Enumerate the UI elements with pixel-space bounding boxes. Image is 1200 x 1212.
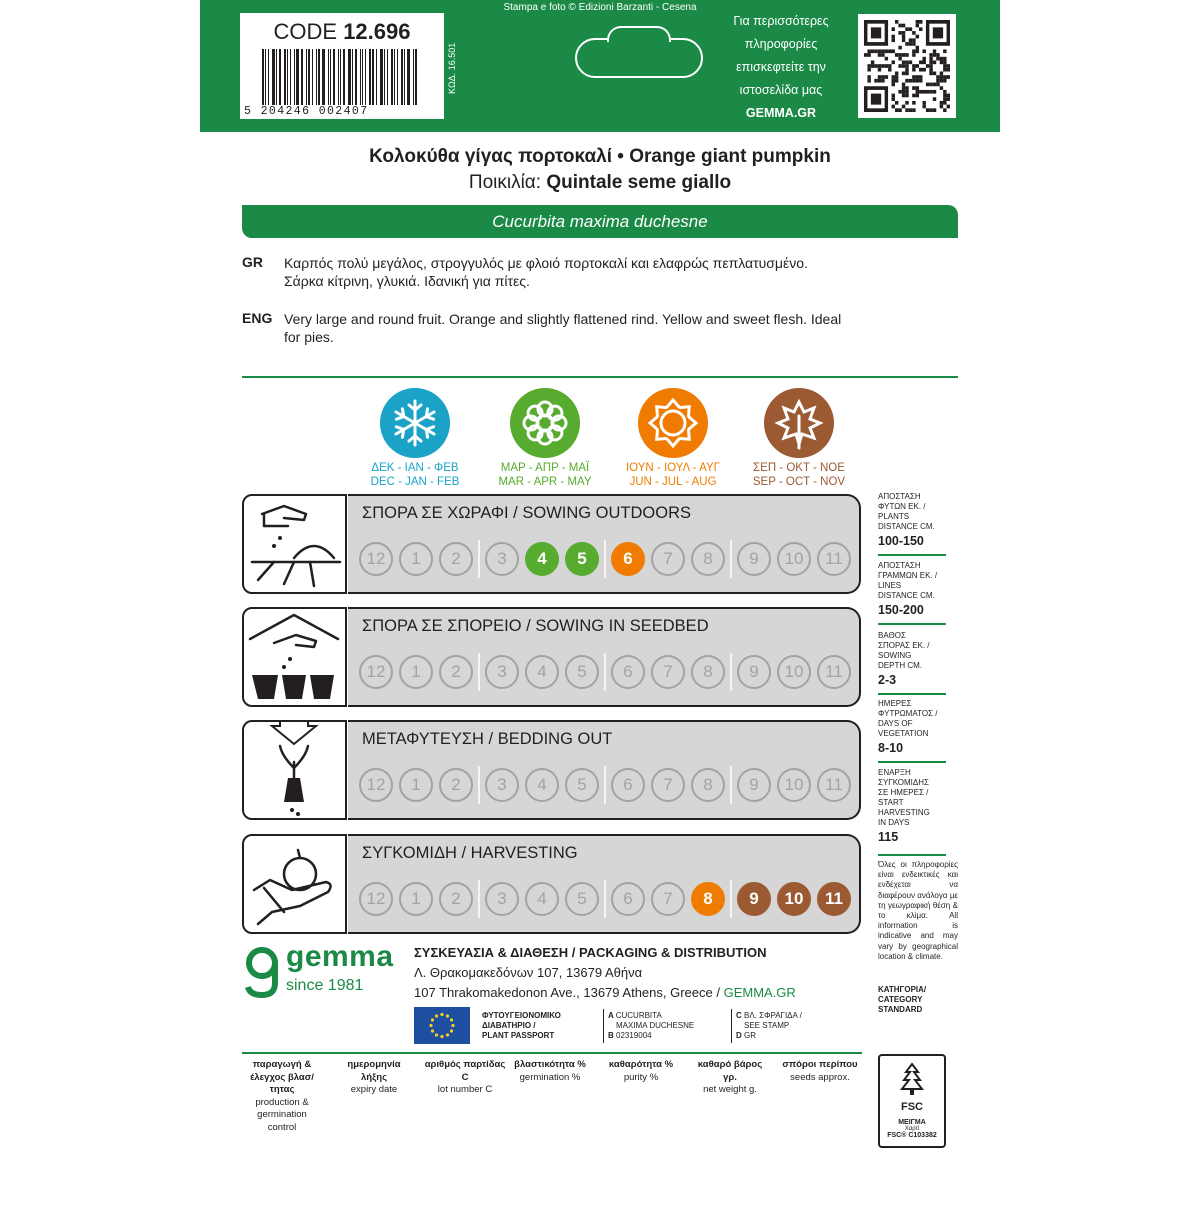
barcode-bar	[318, 49, 320, 105]
divider	[242, 376, 958, 378]
month-2: 2	[439, 542, 473, 576]
season-months-1: ΜΑΡ - ΑΠΡ - ΜΑΪ MAR - APR - MAY	[498, 462, 592, 488]
seedbed-icon	[242, 607, 347, 707]
eng-description: Very large and round fruit. Orange and slightly flattened rind. Yellow and sweet flesh. Ideal for pies.	[284, 311, 842, 345]
barcode-bar	[387, 49, 388, 105]
barcode-bar	[316, 49, 317, 105]
barcode-bar	[306, 49, 307, 105]
barcode-bar	[330, 49, 331, 105]
barcode-bar	[276, 49, 277, 105]
month-6: 6	[611, 655, 645, 689]
spec-block: ΕΝΑΡΞΗ ΣΥΓΚΟΜΙΔΗΣ ΣΕ ΗΜΕΡΕΣ / START HARVESTING IN DAYS 115	[878, 768, 946, 845]
month-2: 2	[439, 655, 473, 689]
calendar-row	[348, 834, 861, 934]
month-3: 3	[485, 655, 519, 689]
pp-divider-2	[731, 1009, 732, 1043]
month-8: 8	[691, 542, 725, 576]
barcode-bar	[369, 49, 371, 105]
barcode-bar	[312, 49, 313, 105]
gr-description: Καρπός πολύ μεγάλος, στρογγυλός με φλοιό πορτοκαλί και ελαφρώς πεπλατυσμένο. Σάρκα κίτρινη, γλυκιά. Ιδανική για πίτες.	[284, 255, 808, 289]
month-strip	[356, 540, 854, 578]
barcode-bar	[294, 49, 295, 105]
barcode-bar	[376, 49, 377, 105]
product-title: Κολοκύθα γίγας πορτοκαλί • Orange giant pumpkin	[369, 146, 831, 167]
eu-flag-icon	[414, 1007, 470, 1044]
spec-block: ΗΜΕΡΕΣ ΦΥΤΡΩΜΑΤΟΣ / DAYS OF VEGETATION 8-10	[878, 699, 946, 756]
product-code: CODE 12.696	[273, 19, 411, 44]
barcode-bar	[340, 49, 341, 105]
snowflake-icon	[380, 388, 450, 458]
category: ΚΑΤΗΓΟΡΙΑ/ CATEGORY STANDARD	[878, 985, 927, 1014]
month-10: 10	[777, 882, 811, 916]
address-gr: Λ. Θρακομακεδόνων 107, 13679 Αθήνα	[414, 965, 643, 980]
month-1: 1	[399, 768, 433, 802]
month-strip	[356, 766, 854, 804]
barcode-bar	[372, 49, 374, 105]
harvesting-icon	[242, 834, 347, 934]
sun-icon	[638, 388, 708, 458]
month-10: 10	[777, 768, 811, 802]
barcode-label	[240, 13, 444, 119]
info-column: παραγωγή & έλεγχος βλασ/τητας production & germination control	[250, 1059, 314, 1133]
packaging-title: ΣΥΣΚΕΥΑΣΙΑ & ΔΙΑΘΕΣΗ / PACKAGING & DISTRIBUTION	[414, 945, 767, 960]
barcode-bar	[296, 49, 299, 105]
barcode-bar	[365, 49, 366, 105]
month-12: 12	[359, 655, 393, 689]
month-strip	[356, 880, 854, 918]
barcode-bar	[279, 49, 281, 105]
spec-block: ΑΠΟΣΤΑΣΗ ΓΡΑΜΜΩΝ ΕΚ. / LINES DISTANCE CM. 150-200	[878, 561, 946, 618]
spec-divider	[878, 761, 946, 763]
month-1: 1	[399, 542, 433, 576]
footer-website-link[interactable]: GEMMA.GR	[723, 985, 796, 1000]
month-2: 2	[439, 768, 473, 802]
barcode-bar	[360, 49, 361, 105]
hang-slot	[575, 38, 703, 78]
season-months-3: ΣΕΠ - ΟΚΤ - ΝΟΕ SEP - OCT - NOV	[752, 462, 846, 488]
leaf-icon	[764, 388, 834, 458]
month-1: 1	[399, 882, 433, 916]
month-7: 7	[651, 542, 685, 576]
eng-label: ENG	[242, 310, 273, 326]
barcode-bar	[272, 49, 275, 105]
month-12: 12	[359, 768, 393, 802]
month-12: 12	[359, 882, 393, 916]
barcode-bar	[328, 49, 329, 105]
barcode-bar	[384, 49, 385, 105]
gemma-logo-icon	[242, 945, 282, 1001]
spec-block: ΒΑΘΟΣ ΣΠΟΡΑΣ ΕΚ. / SOWING DEPTH CM. 2-3	[878, 631, 946, 688]
info-text: Για περισσότερες πληροφορίες επισκεφτείτε την ιστοσελίδα μας GEMMA.GR	[708, 10, 854, 125]
gemma-since: since 1981	[286, 977, 364, 994]
qr-code[interactable]	[858, 14, 956, 118]
month-8: 8	[691, 655, 725, 689]
spec-divider	[878, 693, 946, 695]
info-column: καθαρότητα % purity %	[608, 1059, 674, 1083]
month-9: 9	[737, 882, 771, 916]
row-label: ΜΕΤΑΦΥΤΕΥΣΗ / BEDDING OUT	[362, 730, 613, 748]
month-6: 6	[611, 882, 645, 916]
kod-number: ΚΩΔ. 16.501	[447, 42, 457, 94]
barcode-bar	[301, 49, 303, 105]
barcode-bar	[265, 49, 266, 105]
fsc-mix: ΜΕΙΓΜΑ	[898, 1119, 926, 1126]
month-6: 6	[611, 542, 645, 576]
gr-label: GR	[242, 254, 263, 270]
barcode-bar	[284, 49, 286, 105]
fsc-badge	[878, 1054, 946, 1148]
barcode-bar	[401, 49, 403, 105]
spec-value: 150-200	[878, 603, 924, 617]
barcode	[262, 49, 430, 105]
barcode-bar	[268, 49, 269, 105]
info-column: αριθμός παρτίδας C lot number C	[424, 1059, 506, 1095]
credits: Stampa e foto © Edizioni Barzanti - Cesena	[503, 2, 697, 13]
month-11: 11	[817, 655, 851, 689]
month-7: 7	[651, 655, 685, 689]
row-label: ΣΥΓΚΟΜΙΔΗ / HARVESTING	[362, 844, 578, 862]
info-column: καθαρό βάρος γρ. net weight g.	[697, 1059, 763, 1095]
barcode-bar	[397, 49, 398, 105]
barcode-bar	[338, 49, 339, 105]
plant-passport-a-b: A CUCURBITA MAXIMA DUCHESNE B 02319004	[608, 1011, 695, 1040]
barcode-bar	[415, 49, 417, 105]
barcode-bar	[352, 49, 353, 105]
barcode-bar	[287, 49, 288, 105]
plant-passport-title: ΦΥΤΟΥΓΕΙΟΝΟΜΙΚΟ ΔΙΑΒΑΤΗΡΙΟ / PLANT PASSPORT	[482, 1011, 561, 1040]
barcode-bar	[355, 49, 357, 105]
month-9: 9	[737, 768, 771, 802]
fsc-brand: FSC	[901, 1101, 923, 1113]
plant-passport-c-d: C ΒΛ. ΣΦΡΑΓΙΔΑ / SEE STAMP D GR	[736, 1011, 802, 1040]
month-4: 4	[525, 542, 559, 576]
spec-value: 2-3	[878, 673, 897, 687]
spec-divider	[878, 623, 946, 625]
bedding-out-icon	[242, 720, 347, 820]
month-8: 8	[691, 768, 725, 802]
gemma-logo-word: gemma	[286, 940, 394, 973]
month-10: 10	[777, 655, 811, 689]
month-7: 7	[651, 768, 685, 802]
month-11: 11	[817, 542, 851, 576]
month-10: 10	[777, 542, 811, 576]
fsc-paper: Χαρτί	[904, 1126, 920, 1132]
address-en: 107 Thrakomakedonon Ave., 13679 Athens, Greece / GEMMA.GR	[414, 985, 796, 1000]
pp-divider	[603, 1009, 604, 1043]
spec-divider	[878, 854, 946, 856]
month-6: 6	[611, 768, 645, 802]
month-4: 4	[525, 655, 559, 689]
variety-title: Ποικιλία: Quintale seme giallo	[468, 172, 732, 193]
month-4: 4	[525, 768, 559, 802]
month-9: 9	[737, 542, 771, 576]
month-3: 3	[485, 882, 519, 916]
barcode-bar	[380, 49, 383, 105]
barcode-bar	[413, 49, 414, 105]
info-column: ημερομηνία λήξης expiry date	[347, 1059, 401, 1095]
info-column: σπόροι περίπου seeds approx.	[782, 1059, 858, 1083]
barcode-number: 5 204246 002407	[244, 105, 369, 118]
barcode-bar	[391, 49, 393, 105]
season-months-0: ΔΕΚ - ΙΑΝ - ΦΕΒ DEC - JAN - FEB	[370, 462, 460, 488]
disclaimer: Όλες οι πληροφορίες είναι ενδεικτικές και ενδέχεται να διαφέρουν ανάλογα με τη γεωγραφική θέση & το κλίμα. All information is indicative and may vary by geographical location & climate.	[878, 860, 958, 961]
month-7: 7	[651, 882, 685, 916]
month-9: 9	[737, 655, 771, 689]
spec-value: 100-150	[878, 534, 924, 548]
spec-block: ΑΠΟΣΤΑΣΗ ΦΥΤΩΝ ΕΚ. / PLANTS DISTANCE CM. 100-150	[878, 492, 946, 549]
month-11: 11	[817, 882, 851, 916]
month-5: 5	[565, 542, 599, 576]
barcode-bar	[290, 49, 291, 105]
season-months-2: ΙΟΥΝ - ΙΟΥΛ - ΑΥΓ JUN - JUL - AUG	[625, 462, 720, 488]
fsc-code: FSC® C103382	[887, 1132, 937, 1139]
barcode-bar	[394, 49, 395, 105]
row-label: ΣΠΟΡΑ ΣΕ ΣΠΟΡΕΙΟ / SOWING IN SEEDBED	[362, 617, 709, 635]
month-11: 11	[817, 768, 851, 802]
flower-icon	[510, 388, 580, 458]
barcode-bar	[348, 49, 351, 105]
website-link[interactable]: GEMMA.GR	[745, 106, 817, 120]
barcode-bar	[362, 49, 363, 105]
month-3: 3	[485, 768, 519, 802]
barcode-bar	[333, 49, 335, 105]
columns-divider	[242, 1052, 862, 1054]
calendar-row	[348, 607, 861, 707]
barcode-bar	[404, 49, 405, 105]
row-label: ΣΠΟΡΑ ΣΕ ΧΩΡΑΦΙ / SOWING OUTDOORS	[362, 504, 692, 522]
month-2: 2	[439, 882, 473, 916]
info-column: βλαστικότητα % germination %	[514, 1059, 586, 1083]
latin-name: Cucurbita maxima duchesne	[242, 205, 958, 238]
month-strip	[356, 653, 854, 691]
sowing-outdoors-icon	[242, 494, 347, 594]
spec-value: 115	[878, 830, 899, 844]
barcode-bar	[322, 49, 325, 105]
month-12: 12	[359, 542, 393, 576]
barcode-bar	[308, 49, 310, 105]
calendar-row	[348, 720, 861, 820]
barcode-bar	[343, 49, 345, 105]
fsc-tree-icon	[892, 1062, 932, 1096]
month-5: 5	[565, 882, 599, 916]
calendar-row	[348, 494, 861, 594]
month-5: 5	[565, 768, 599, 802]
barcode-bar	[407, 49, 410, 105]
month-1: 1	[399, 655, 433, 689]
month-8: 8	[691, 882, 725, 916]
spec-divider	[878, 554, 946, 556]
spec-value: 8-10	[878, 741, 904, 755]
month-3: 3	[485, 542, 519, 576]
month-5: 5	[565, 655, 599, 689]
barcode-bar	[262, 49, 264, 105]
month-4: 4	[525, 882, 559, 916]
